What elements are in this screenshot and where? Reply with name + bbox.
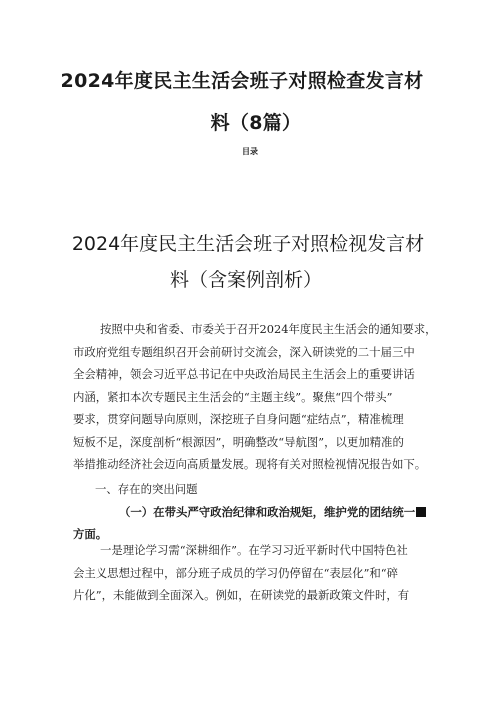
table-of-contents-label: 目录 [242,147,258,156]
intro-line: 内涵，紧扣本次专题民主生活会的“主题主线”。聚焦“四个带头” [73,389,393,404]
document-title-line-1: 2024年度民主生活会班子对照检查发言材 [60,70,424,92]
article-title-line-1: 2024年度民主生活会班子对照检视发言材 [71,233,425,255]
body-line: 片化”，未能做到全面深入。例如，在研读党的最新政策文件时，有 [73,588,410,602]
intro-line: 短板不足，深度剖析“根源因”，明确整改“导航图”，以更加精准的 [73,434,404,449]
article-title-line-2: 料（含案例剖析） [169,269,322,291]
intro-line: 市政府党组专题组织召开会前研讨交流会，深入研读党的二十届三中 [73,344,415,359]
subsection-heading-line-2: 方面。 [73,527,108,541]
body-line: 会主义思想过程中，部分班子成员的学习仍停留在“表层化”和“碎 [73,565,399,580]
body-paragraph [73,539,445,607]
subsection-heading-text: （一）在带头严守政治纪律和政治规矩，维护党的团结统一 [119,505,416,519]
intro-line: 要求，贯穿问题导向原则，深挖班子自身问题“症结点”，精准梳理 [73,412,404,426]
intro-line: 举措推动经济社会迈向高质量发展。现将有关对照检视情况报告如下。 [73,457,427,471]
block-glyph-icon [416,507,426,517]
body-line: 一是理论学习需“深耕细作”。在学习习近平新时代中国特色社 [100,543,408,557]
section-heading: 一、存在的突出问题 [95,482,198,496]
intro-line: 全会精神，领会习近平总书记在中央政治局民主生活会上的重要讲话 [73,367,415,381]
subsection-heading-line-1 [119,504,426,520]
intro-paragraph [73,318,445,476]
document-title-line-2: 料（8篇） [210,112,302,134]
intro-line: 按照中央和省委、市委关于召开2024年度民主生活会的通知要求， [100,322,437,336]
